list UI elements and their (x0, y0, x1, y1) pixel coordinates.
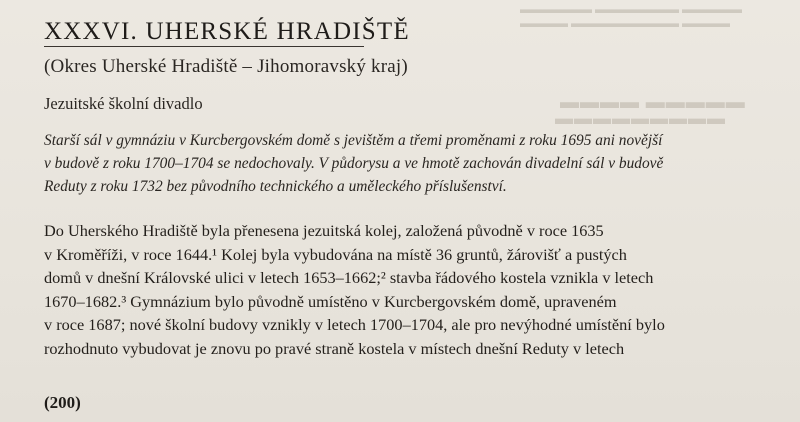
chapter-subtitle: (Okres Uherské Hradiště – Jihomoravský kraj) (44, 56, 408, 77)
section-heading: Jezuitské školní divadlo (44, 94, 203, 113)
body-line: v Kroměříži, v roce 1644.¹ Kolej byla vybudována na místě 36 gruntů, žárovišť a pustých (44, 244, 627, 264)
body-line: 1670–1682.³ Gymnázium bylo původně umístěno v Kurcbergovském domě, upraveném (44, 291, 617, 311)
italic-summary-line: Starší sál v gymnáziu v Kurcbergovském domě s jevištěm a třemi proměnami z roku 1695 ani novější (44, 132, 663, 149)
body-line: rozhodnuto vybudovat je znovu po pravé straně kostela v místech dnešní Reduty v letech (44, 338, 625, 358)
bleed-through-text: ▬▬▬▬ ▬▬▬▬▬ (560, 92, 746, 113)
bleed-through-text: ▬▬▬▬▬▬▬▬▬ (555, 108, 726, 128)
page-number: (200) (44, 393, 81, 412)
italic-summary (44, 129, 769, 198)
italic-summary-line: v budově z roku 1700–1704 se nedochovaly. V půdorysu a ve hmotě zachován divadelní sál v budově (44, 155, 664, 172)
body-line: domů v dnešní Královské ulici v letech 1653–1662;² stavba řádového kostela vznikla v letech (44, 268, 654, 287)
body-line: Do Uherského Hradiště byla přenesena jezuitská kolej, založená původně v roce 1635 (44, 221, 604, 240)
chapter-title: XXXVI. UHERSKÉ HRADIŠTĚ (44, 18, 410, 45)
body-paragraph (44, 219, 769, 360)
title-rule (44, 46, 364, 47)
italic-summary-line: Reduty z roku 1732 bez původního technického a uměleckého příslušenství. (44, 178, 507, 195)
bleed-through-text: ▬▬▬▬▬▬ ▬▬▬▬▬▬▬ ▬▬▬▬▬ (520, 2, 742, 16)
bleed-through-text: ▬▬▬▬ ▬▬▬▬▬▬▬▬▬ ▬▬▬▬ (520, 16, 730, 30)
body-line: v roce 1687; nové školní budovy vznikly v letech 1700–1704, ale pro nevýhodné umístění bylo (44, 315, 665, 334)
